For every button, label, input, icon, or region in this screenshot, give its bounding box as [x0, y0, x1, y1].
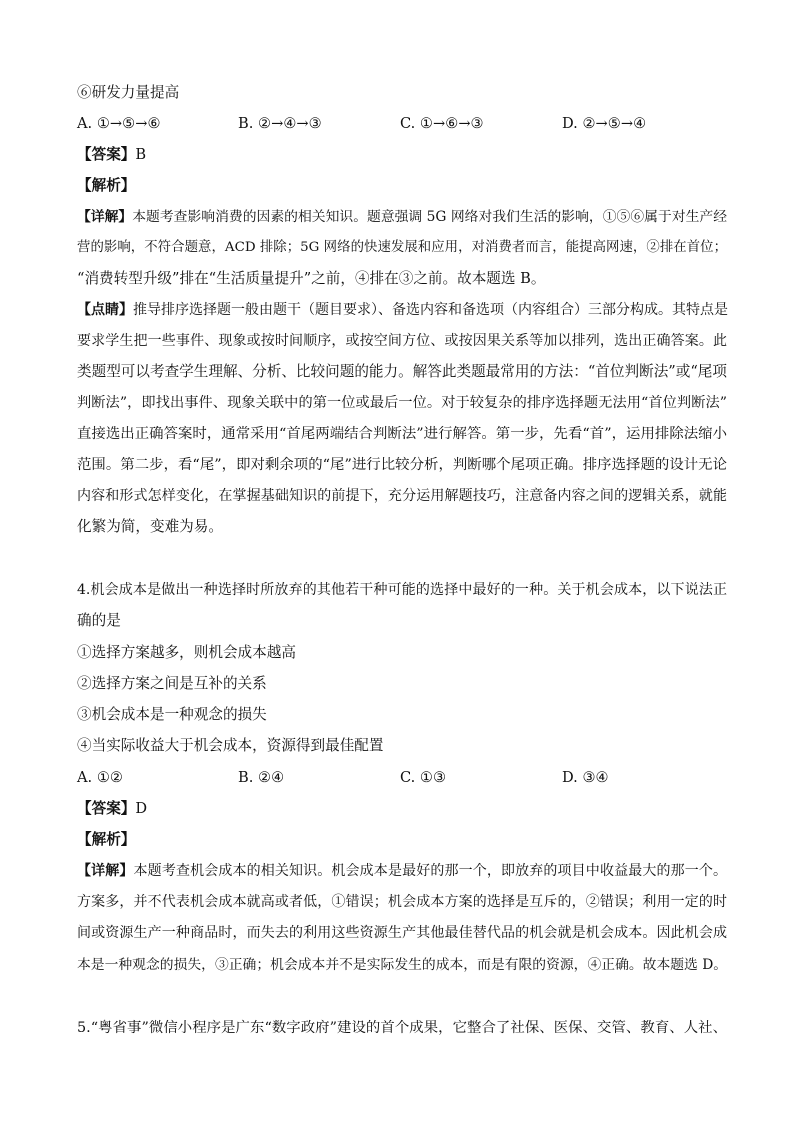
q3-tip-line-3: 类题型可以考查学生理解、分析、比较问题的能力。解答此类题最常用的方法：“首位判断法”或“尾项	[77, 363, 727, 380]
q3-option-a: A. ①→⑤→⑥	[77, 115, 161, 132]
q4-detail-line-2: 方案多，并不代表机会成本就高或者低，①错误；机会成本方案的选择是互斥的，②错误；利用一定的时	[77, 894, 727, 910]
tip-text: 推导排序选择题一般由题干（题目要求）、备选内容和备选项（内容组合）三部分构成。其特点是	[133, 302, 728, 318]
q3-detail-line-2: 营的影响，不符合题意，ACD 排除；5G 网络的快速发展和应用，对消费者而言，能提高网速，②排在首位；	[77, 240, 727, 255]
analysis-tag: 【解析】	[77, 831, 136, 848]
q4-item-1: ①选择方案越多，则机会成本越高	[77, 644, 296, 661]
answer-tag: 【答案】	[77, 800, 136, 817]
q4-item-3: ③机会成本是一种观念的损失	[77, 706, 267, 723]
tip-tag: 【点睛】	[77, 302, 133, 318]
q3-options	[0, 114, 794, 134]
q4-stem-line-2: 确的是	[77, 612, 121, 629]
q3-option-c: C. ①→⑥→③	[400, 115, 484, 132]
q4-analysis-heading	[77, 830, 727, 850]
q4-option-b: B. ②④	[238, 769, 285, 786]
q3-analysis-heading	[77, 176, 727, 196]
detail-text: 本题考查机会成本的相关知识。机会成本是最好的那一个，即放弃的项目中收益最大的那一个。	[133, 863, 728, 879]
q4-option-d: D. ③④	[562, 769, 609, 786]
q4-option-c: C. ①③	[400, 769, 447, 786]
q3-option-b: B. ②→④→③	[238, 115, 322, 132]
q4-option-a: A. ①②	[77, 769, 123, 786]
answer-value: B	[135, 146, 147, 163]
q3-item-6: ⑥研发力量提高	[77, 84, 180, 101]
q5-stem-line-1: 5.“粤省事”微信小程序是广东“数字政府”建设的首个成果，它整合了社保、医保、交管、教育、人社、	[77, 1020, 727, 1036]
detail-tag: 【详解】	[77, 863, 134, 879]
q4-stem-line-1: 4.机会成本是做出一种选择时所放弃的其他若干种可能的选择中最好的一种。关于机会成本，以下说法正	[77, 582, 727, 598]
analysis-tag: 【解析】	[77, 177, 136, 194]
q3-tip-line-7: 内容和形式怎样变化，在掌握基础知识的前提下，充分运用解题技巧，注意备内容之间的逻辑关系，就能	[77, 488, 727, 504]
q3-detail-line-1	[77, 207, 727, 227]
q4-answer	[77, 799, 727, 819]
q3-option-d: D. ②→⑤→④	[562, 115, 647, 132]
q4-detail-line-4: 本是一种观念的损失，③正确；机会成本并不是实际发生的成本，而是有限的资源，④正确。故本题选 D。	[77, 957, 728, 973]
q3-tip-line-8: 化繁为简，变难为易。	[77, 518, 223, 535]
q3-answer	[77, 145, 727, 165]
q3-tip-line-6: 范围。第二步，看“尾”，即对剩余项的“尾”进行比较分析，判断哪个尾项正确。排序选择题的设计无论	[77, 457, 727, 473]
answer-value: D	[135, 800, 148, 817]
q3-tip-line-1	[77, 300, 727, 320]
detail-tag: 【详解】	[77, 209, 133, 225]
q3-tip-line-4: 判断法”，即找出事件、现象关联中的第一位或最后一位。对于较复杂的排序选择题无法用“首位判断法”	[77, 395, 727, 411]
q3-tip-line-2: 要求学生把一些事件、现象或按时间顺序，或按空间方位、或按因果关系等加以排列，选出正确答案。此	[77, 333, 727, 349]
q3-detail-line-3: “消费转型升级”排在“生活质量提升”之前，④排在③之前。故本题选 B。	[77, 270, 546, 287]
q4-item-4: ④当实际收益大于机会成本，资源得到最佳配置	[77, 737, 384, 754]
q3-tip-line-5: 直接选出正确答案时，通常采用“首尾两端结合判断法”进行解答。第一步，先看“首”，运用排除法缩小	[77, 426, 727, 442]
q4-options	[0, 768, 794, 788]
q4-item-2: ②选择方案之间是互补的关系	[77, 675, 267, 692]
answer-tag: 【答案】	[77, 146, 136, 163]
q4-detail-line-3: 间或资源生产一种商品时，而失去的利用这些资源生产其他最佳替代品的机会就是机会成本。因此机会成	[77, 925, 727, 941]
q4-detail-line-1	[77, 861, 727, 881]
detail-text: 本题考查影响消费的因素的相关知识。题意强调 5G 网络对我们生活的影响，①⑤⑥属于对生产经	[132, 209, 728, 225]
